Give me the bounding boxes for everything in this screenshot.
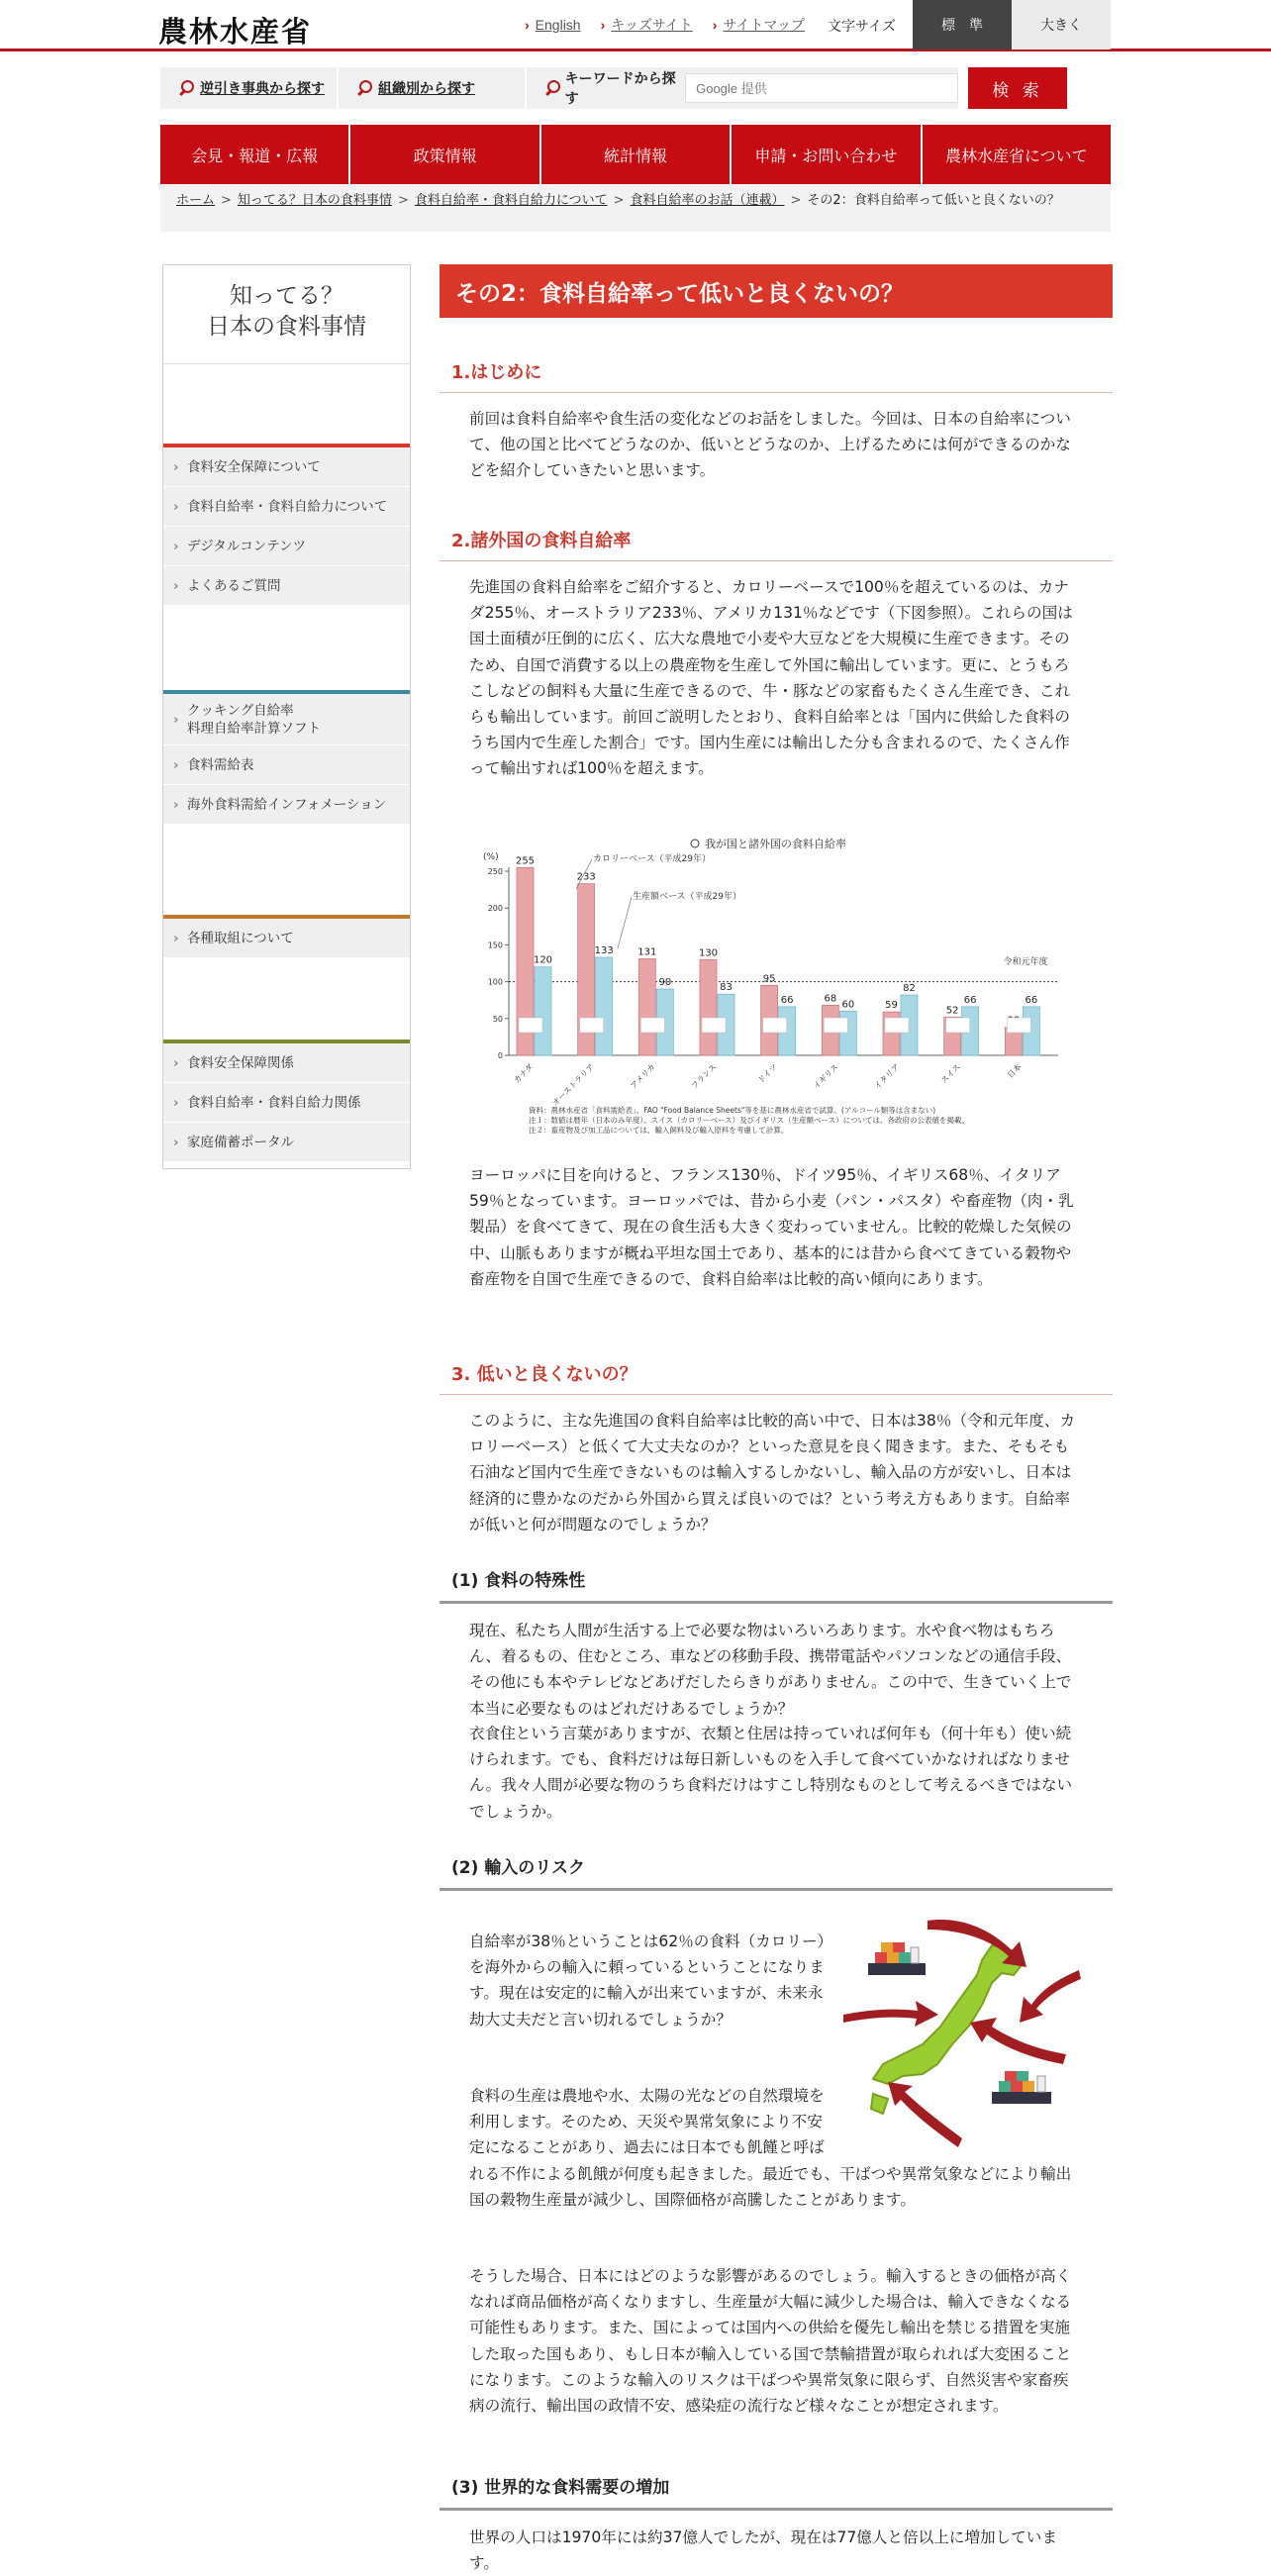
chart-data-label: 233 — [576, 871, 596, 883]
chart-source-note: 資料：農林水産省「食料需給表」、FAO "Food Balance Sheets"等を基に農林水産省で試算。(アルコール類等は含まない) — [529, 1106, 936, 1115]
header-links — [525, 0, 805, 50]
sidebar-item-cooking-line2: 料理自給率計算ソフト — [187, 720, 321, 737]
subheading-world-demand: (3) 世界的な食料需要の増加 — [440, 2473, 1113, 2511]
europe-text: ヨーロッパに目を向けると、フランス130％、ドイツ95％、イギリス68％、イタリア59％となっています。ヨーロッパでは、昔から小麦（パン・パスタ）や畜産物（肉・乳製品）を食べてきて、現在の食生活も大きく変わっていません。比較的乾燥した気候の中、山脈もありますが概ね平坦な国土であり、基本的には昔から食べてきている穀物や畜産物を自国で生産できるので、食料自給率は比較的高い傾向にあります。 — [469, 1166, 1074, 1288]
chart-category-label: ドイツ — [756, 1062, 780, 1086]
font-size-label: 文字サイズ — [828, 19, 896, 35]
chart-ylabel: (%) — [483, 852, 499, 862]
flag-icon — [1007, 1018, 1030, 1033]
chart-legend-calorie: カロリーベース（平成29年） — [593, 854, 712, 864]
chart-legend-pointer — [618, 897, 632, 948]
sidebar-item-self-sufficiency[interactable]: › 食料自給率・食料自給力について — [163, 487, 410, 527]
chart-note-1: 注１：数値は暦年（日本のみ年度）。スイス（カロリーベース）及びイギリス（生産額ベース）については、各政府の公表値を掲載。 — [529, 1116, 969, 1125]
sidebar-item-supply-table[interactable]: › 食料需給表 — [163, 745, 410, 785]
english-link[interactable]: › English — [525, 17, 581, 33]
chart-bar-calorie — [700, 959, 717, 1055]
nav-policy[interactable]: 政策情報 — [350, 125, 540, 184]
chart-category-label: カナダ — [512, 1062, 536, 1086]
nav-statistics[interactable]: 統計情報 — [541, 125, 732, 184]
flag-icon — [580, 1018, 604, 1033]
chart-data-label: 95 — [762, 973, 776, 985]
chart-data-label: 59 — [885, 1000, 898, 1012]
special-text: 現在、私たち人間が生活する上で必要な物はいろいろあります。水や食べ物はもちろん、着るもの、住むところ、車などの移動手段、携帯電話やパソコンなどの通信手段、その他にも本やテレビなどあげだしたらきりがありません。この中で、生きていく上で本当に必要なものはどれだけあるでしょうか？ — [469, 1622, 1072, 1718]
self-sufficiency-chart — [469, 830, 1077, 1146]
breadcrumb-food-situation[interactable]: 知ってる？日本の食料事情 — [237, 193, 392, 208]
chart-data-label: 255 — [515, 855, 536, 867]
keyword-search — [527, 67, 958, 109]
chart-data-label: 90 — [658, 977, 672, 989]
org-search-link[interactable]: 組織別から探す — [378, 81, 475, 97]
font-large-button[interactable]: 大きく — [1012, 0, 1111, 50]
kids-site-link[interactable]: › キッズサイト — [601, 15, 693, 35]
breadcrumb: ホーム > 知ってる？日本の食料事情 > 食料自給率・食料自給力について > 食料自給率のお話（連載） > その2：食料自給率って低いと良くないの？ — [160, 184, 1111, 232]
chart-category-label: フランス — [689, 1062, 719, 1091]
flag-icon — [946, 1018, 970, 1033]
sidebar-title-line1: 知ってる？ — [230, 283, 343, 309]
chart-category-label: オーストラリア — [550, 1062, 597, 1108]
sidebar-item-sufficiency-related[interactable]: › 食料自給率・食料自給力関係 — [163, 1083, 410, 1123]
search-row — [160, 67, 1111, 109]
foreign-text: 先進国の食料自給率をご紹介すると、カロリーベースで100％を超えているのは、カナダ255％、オーストラリア233％、アメリカ131％などです（下図参照）。これらの国は国土面積が圧倒的に広く、広大な農地で小麦や大豆などを大規模に生産できます。そのため、自国で消費する以上の農産物を生産して外国に輸出しています。更に、とうもろこしなどの飼料も大量に生産できるので、牛・豚などの家畜もたくさん生産でき、これらも輸出しています。前回ご説明したとおり、食料自給率とは「国内に供給した食料のうち国内で生産した割合」です。国内生産には輸出した分も含まれるので、たくさん作って輸出すれば100％を超えます。 — [469, 578, 1073, 778]
search-icon — [544, 80, 559, 96]
chart-data-label: 52 — [945, 1005, 959, 1017]
chart-japan-note: 令和元年度 — [1003, 957, 1048, 967]
sidebar-title-line2: 日本の食料事情 — [207, 314, 366, 340]
global-nav — [160, 125, 1111, 184]
chart-data-label: 66 — [1025, 994, 1038, 1006]
chart-ytick-label: 50 — [492, 1014, 503, 1024]
cargo-ship-icon — [868, 1942, 926, 1975]
site-header — [0, 0, 1271, 51]
chart-data-label: 130 — [698, 947, 719, 959]
sidebar-item-overseas-info[interactable]: › 海外食料需給インフォメーション — [163, 785, 410, 825]
nav-press[interactable]: 会見・報道・広報 — [160, 125, 350, 184]
reverse-dict-search[interactable] — [160, 67, 339, 109]
subheading-import-risk: (2) 輸入のリスク — [440, 1853, 1113, 1891]
chart-bar-production — [596, 957, 613, 1055]
chart-bar-calorie — [638, 959, 655, 1055]
search-icon — [178, 80, 194, 96]
sidebar-item-digital-content[interactable]: › デジタルコンテンツ — [163, 527, 410, 566]
breadcrumb-series[interactable]: 食料自給率のお話（連載） — [630, 193, 785, 208]
breadcrumb-home[interactable]: ホーム — [176, 193, 216, 208]
sidebar-group-3 — [163, 915, 410, 958]
chart-category-label: イタリア — [872, 1062, 902, 1092]
chart-data-label: 60 — [841, 999, 855, 1011]
section-heading-foreign: 2.諸外国の食料自給率 — [440, 527, 1113, 561]
flag-icon — [885, 1018, 909, 1033]
chart-ytick-label: 100 — [487, 977, 503, 987]
import-risk-text-2-full: 食料の生産は農地や水、太陽の光などの自然環境を利用します。そのため、天災や異常気象により不安定になることがあり、過去には日本でも飢饉と呼ばれる不作による飢餓が何度も起きました。最近でも、干ばつや異常気象などにより輸出国の穀物生産量が減少し、国際価格が高騰したことがあります。 — [469, 2087, 1072, 2209]
sidebar-group-1 — [163, 444, 410, 606]
breadcrumb-current: その2：食料自給率って低いと良くないの？ — [807, 193, 1060, 208]
sidebar-title[interactable] — [163, 265, 410, 364]
search-button[interactable]: 検 索 — [968, 67, 1067, 109]
search-input[interactable] — [685, 73, 958, 103]
special-text-2: 衣食住という言葉がありますが、衣類と住居は持っていれば何年も（何十年も）使い続けられます。でも、食料だけは毎日新しいものを入手して食べていかなければなりません。我々人間が必要な物のうち食料だけはすこし特別なものとして考えるべきではないでしょうか。 — [469, 1725, 1073, 1821]
world-demand-text: 世界の人口は1970年には約37億人でしたが、現在は77億人と倍以上に増加しています。 — [469, 2528, 1057, 2573]
chart-category-label: スイス — [938, 1062, 963, 1086]
keyword-search-label: キーワードから探す — [564, 71, 676, 107]
chart-data-label: 66 — [780, 994, 794, 1006]
chart-data-label: 120 — [533, 954, 553, 966]
sidebar-item-initiatives[interactable]: › 各種取組について — [163, 919, 410, 958]
sidebar-item-food-security[interactable]: › 食料安全保障について — [163, 447, 410, 487]
chart-data-label: 133 — [594, 945, 614, 957]
chart-category-label: アメリカ — [629, 1062, 657, 1091]
import-risk-text-3: そうした場合、日本にはどのような影響があるのでしょう。輸入するときの価格が高くなれば商品価格が高くなりますし、生産量が大幅に減少した場合は、輸入できなくなる可能性もあります。また、国によっては国内への供給を優先し輸出を禁じる措置を実施した取った国もあり、もし日本が輸入している国で禁輸措置が取られれば大変困ることになります。このような輸入のリスクは干ばつや異常気象に限らず、自然災害や家畜疾病の流行、輸出国の政情不安、感染症の流行など様々なことが想定されます。 — [469, 2267, 1072, 2416]
flag-icon — [640, 1018, 664, 1033]
chart-title: 我が国と諸外国の食料自給率 — [705, 838, 846, 850]
sidebar — [162, 264, 411, 1169]
sidebar-item-faq[interactable]: › よくあるご質問 — [163, 566, 410, 606]
chart-data-label: 83 — [720, 982, 733, 994]
flag-icon — [824, 1018, 847, 1033]
search-icon — [356, 80, 372, 96]
chart-ytick-label: 150 — [487, 941, 503, 950]
flag-icon — [702, 1018, 726, 1033]
section-heading-intro: 1.はじめに — [440, 358, 1113, 393]
chart-data-label: 82 — [903, 982, 916, 994]
chart-category-label: イギリス — [811, 1062, 840, 1091]
nav-about[interactable]: 農林水産省について — [923, 125, 1111, 184]
cargo-ship-icon — [992, 2071, 1051, 2104]
chart-category-label: 日本 — [1006, 1062, 1024, 1080]
breadcrumb-self-sufficiency[interactable]: 食料自給率・食料自給力について — [414, 193, 608, 208]
import-risk-text: 自給率が38％ということは62％の食料（カロリー）を海外からの輸入に頼っているということになります。現在は安定的に輸入が出来ていますが、未来永劫大丈夫だと言い切れるでしょうか？ — [469, 1932, 826, 2029]
chart-bar-production — [535, 967, 551, 1055]
chart-data-label: 131 — [637, 946, 657, 958]
sidebar-item-security-related[interactable]: › 食料安全保障関係 — [163, 1043, 410, 1083]
intro-text: 前回は食料自給率や食生活の変化などのお話をしました。今回は、日本の自給率について、他の国と比べてどうなのか、低いとどうなのか、上げるためには何ができるのかなどを紹介していきたいと思います。 — [469, 410, 1071, 480]
chart-data-label: 68 — [824, 993, 837, 1005]
reverse-dict-link[interactable]: 逆引き事典から探す — [200, 81, 325, 97]
page-title: その2：食料自給率って低いと良くないの？ — [440, 264, 1113, 318]
low-text: このように、主な先進国の食料自給率は比較的高い中で、日本は38％（令和元年度、カロリーベース）と低くて大丈夫なのか？といった意見を良く聞きます。また、そもそも石油など国内で生産できないものは輸入するしかないし、輸入品の方が安いし、日本は経済的に豊かなのだから外国から買えば良いのでは？という考え方もあります。自給率が低いと何が問題なのでしょうか？ — [469, 1412, 1076, 1534]
chart-title-bullet — [691, 840, 699, 847]
subheading-special: (1) 食料の特殊性 — [440, 1566, 1113, 1604]
sidebar-group-4 — [163, 1040, 410, 1162]
font-standard-button[interactable]: 標 準 — [913, 0, 1012, 50]
flag-icon — [519, 1018, 542, 1033]
chart-note-2: 注２：畜産物及び加工品については、輸入飼料及び輸入原料を考慮して計算。 — [529, 1126, 789, 1135]
sitemap-link[interactable]: › サイトマップ — [713, 15, 805, 35]
nav-application[interactable]: 申請・お問い合わせ — [732, 125, 922, 184]
chart-ytick-label: 0 — [497, 1051, 503, 1060]
chart-data-label: 66 — [963, 994, 977, 1006]
sidebar-item-home-stockpile[interactable]: › 家庭備蓄ポータル — [163, 1123, 410, 1162]
site-logo[interactable]: 農林水産省 — [158, 15, 313, 49]
sidebar-item-cooking[interactable] — [163, 694, 410, 745]
sidebar-group-2 — [163, 690, 410, 825]
section-heading-low: 3. 低いと良くないの？ — [440, 1360, 1113, 1395]
chart-legend-production: 生産額ベース（平成29年） — [633, 892, 742, 902]
chart-ytick-label: 250 — [487, 867, 503, 876]
chart-ytick-label: 200 — [487, 904, 503, 914]
org-search[interactable] — [339, 67, 527, 109]
japan-import-illustration — [843, 1906, 1081, 2143]
sidebar-item-cooking-line1: › クッキング自給率 — [187, 702, 294, 719]
flag-icon — [763, 1018, 787, 1033]
